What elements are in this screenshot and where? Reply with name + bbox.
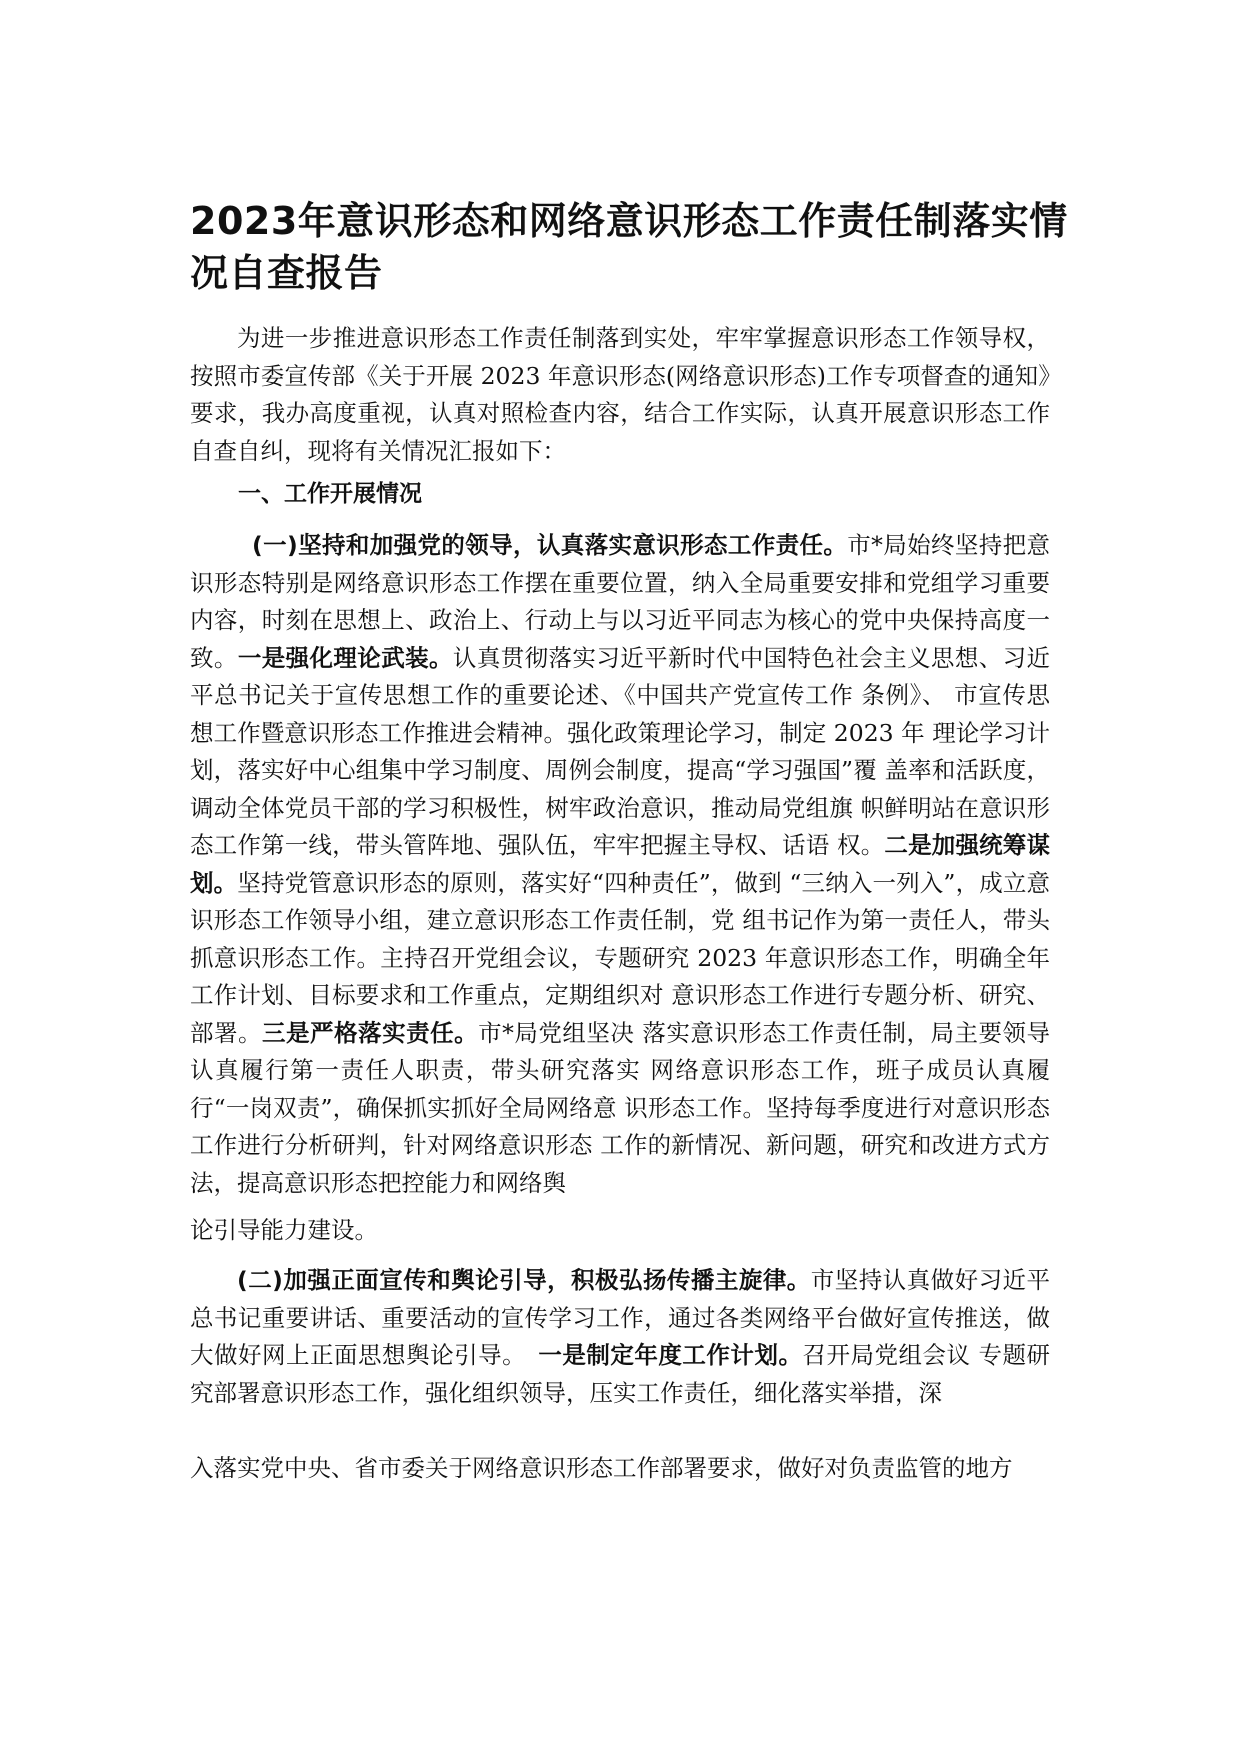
paragraph-1-point-3: 三是严格落实责任。: [262, 1018, 479, 1047]
paragraph-1-lead: (一)坚持和加强党的领导，认真落实意识形态工作责任。: [252, 531, 848, 559]
paragraph-2-lead: (二)加强正面宣传和舆论引导，积极弘扬传播主旋律。: [237, 1266, 811, 1294]
paragraph-1-text-c: 坚持党管意识形态的原则，落实好“四种责任”，做到 “三纳入一列入”，成立意识形态工作领导小组，建立意识形态工作责任制，党 组书记作为第一责任人，带头抓意识形态工作。主持召开党组会议，专题研究 2023 年意识形态工作，明确全年工作计划、目标要求和工作重点，定期组织对 意识形态工作进行专题分析、研究、部署。: [190, 868, 1051, 1047]
intro-paragraph: 为进一步推进意识形态工作责任制落到实处，牢牢掌握意识形态工作领导权，按照市委宣传部《关于开展 2023 年意识形态(网络意识形态)工作专项督查的通知》要求，我办高度重视，认真对照检查内容，结合工作实际，认真开展意识形态工作自查自纠，现将有关情况汇报如下：: [190, 324, 1050, 465]
paragraph-1-text-b: 认真贯彻落实习近平新时代中国特色社会主义思想、习近平总书记关于宣传思想工作的重要论述、《中国共产党宣传工作 条例》、 市宣传思想工作暨意识形态工作推进会精神。强化政策理论学习，制定 2023 年 理论学习计划，落实好中心组集中学习制度、周例会制度，提高“学习强国”覆 盖率和活跃度，调动全体党员干部的学习积极性，树牢政治意识，推动局党组旗 帜鲜明站在意识形态工作第一线，带头管阵地、强队伍，牢牢把握主导权、话语 权。: [190, 643, 1051, 859]
paragraph-1-point-2: 二是加强统筹谋划。: [190, 831, 1050, 897]
paragraph-2-point-1: 一是制定年度工作计划。: [538, 1341, 803, 1369]
paragraph-1-tail: 论引导能力建设。: [190, 1216, 378, 1244]
paragraph-1-text-d: 市*局党组坚决 落实意识形态工作责任制，局主要领导认真履行第一责任人职责，带头研究落实 网络意识形态工作，班子成员认真履行“一岗双责”，确保抓实抓好全局网络意 识形态工作。坚持每季度进行对意识形态工作进行分析研判，针对网络意识形态 工作的新情况、新问题，研究和改进方式方法，提高意识形态把控能力和网络舆: [190, 1018, 1051, 1197]
paragraph-1-text-a: 市*局始终坚持把意识形态特别是网络意识形态工作摆在重要位置，纳入全局重要安排和党组学习重要内容，时刻在思想上、政治上、行动上与以习近平同志为核心的党中央保持高度一致。: [190, 531, 1051, 672]
document-title: 2023年意识形态和网络意识形态工作责任制落实情况自查报告: [190, 199, 1068, 295]
paragraph-2-text-a: 市坚持认真做好习近平总书记重要讲话、重要活动的宣传学习工作，通过各类网络平台做好宣传推送，做大做好网上正面思想舆论引导。: [190, 1266, 1051, 1369]
paragraph-1-point-1: 一是强化理论武装。: [237, 643, 453, 672]
section-heading: 一、工作开展情况: [238, 481, 422, 507]
paragraph-2-text-b: 召开局党组会议 专题研究部署意识形态工作，强化组织领导，压实工作责任，细化落实举措，深: [190, 1341, 1051, 1407]
paragraph-1: [190, 527, 1050, 1202]
paragraph-2: [190, 1262, 1050, 1412]
paragraph-2-tail: 入落实党中央、省市委关于网络意识形态工作部署要求，做好对负责监管的地方: [190, 1454, 1013, 1482]
